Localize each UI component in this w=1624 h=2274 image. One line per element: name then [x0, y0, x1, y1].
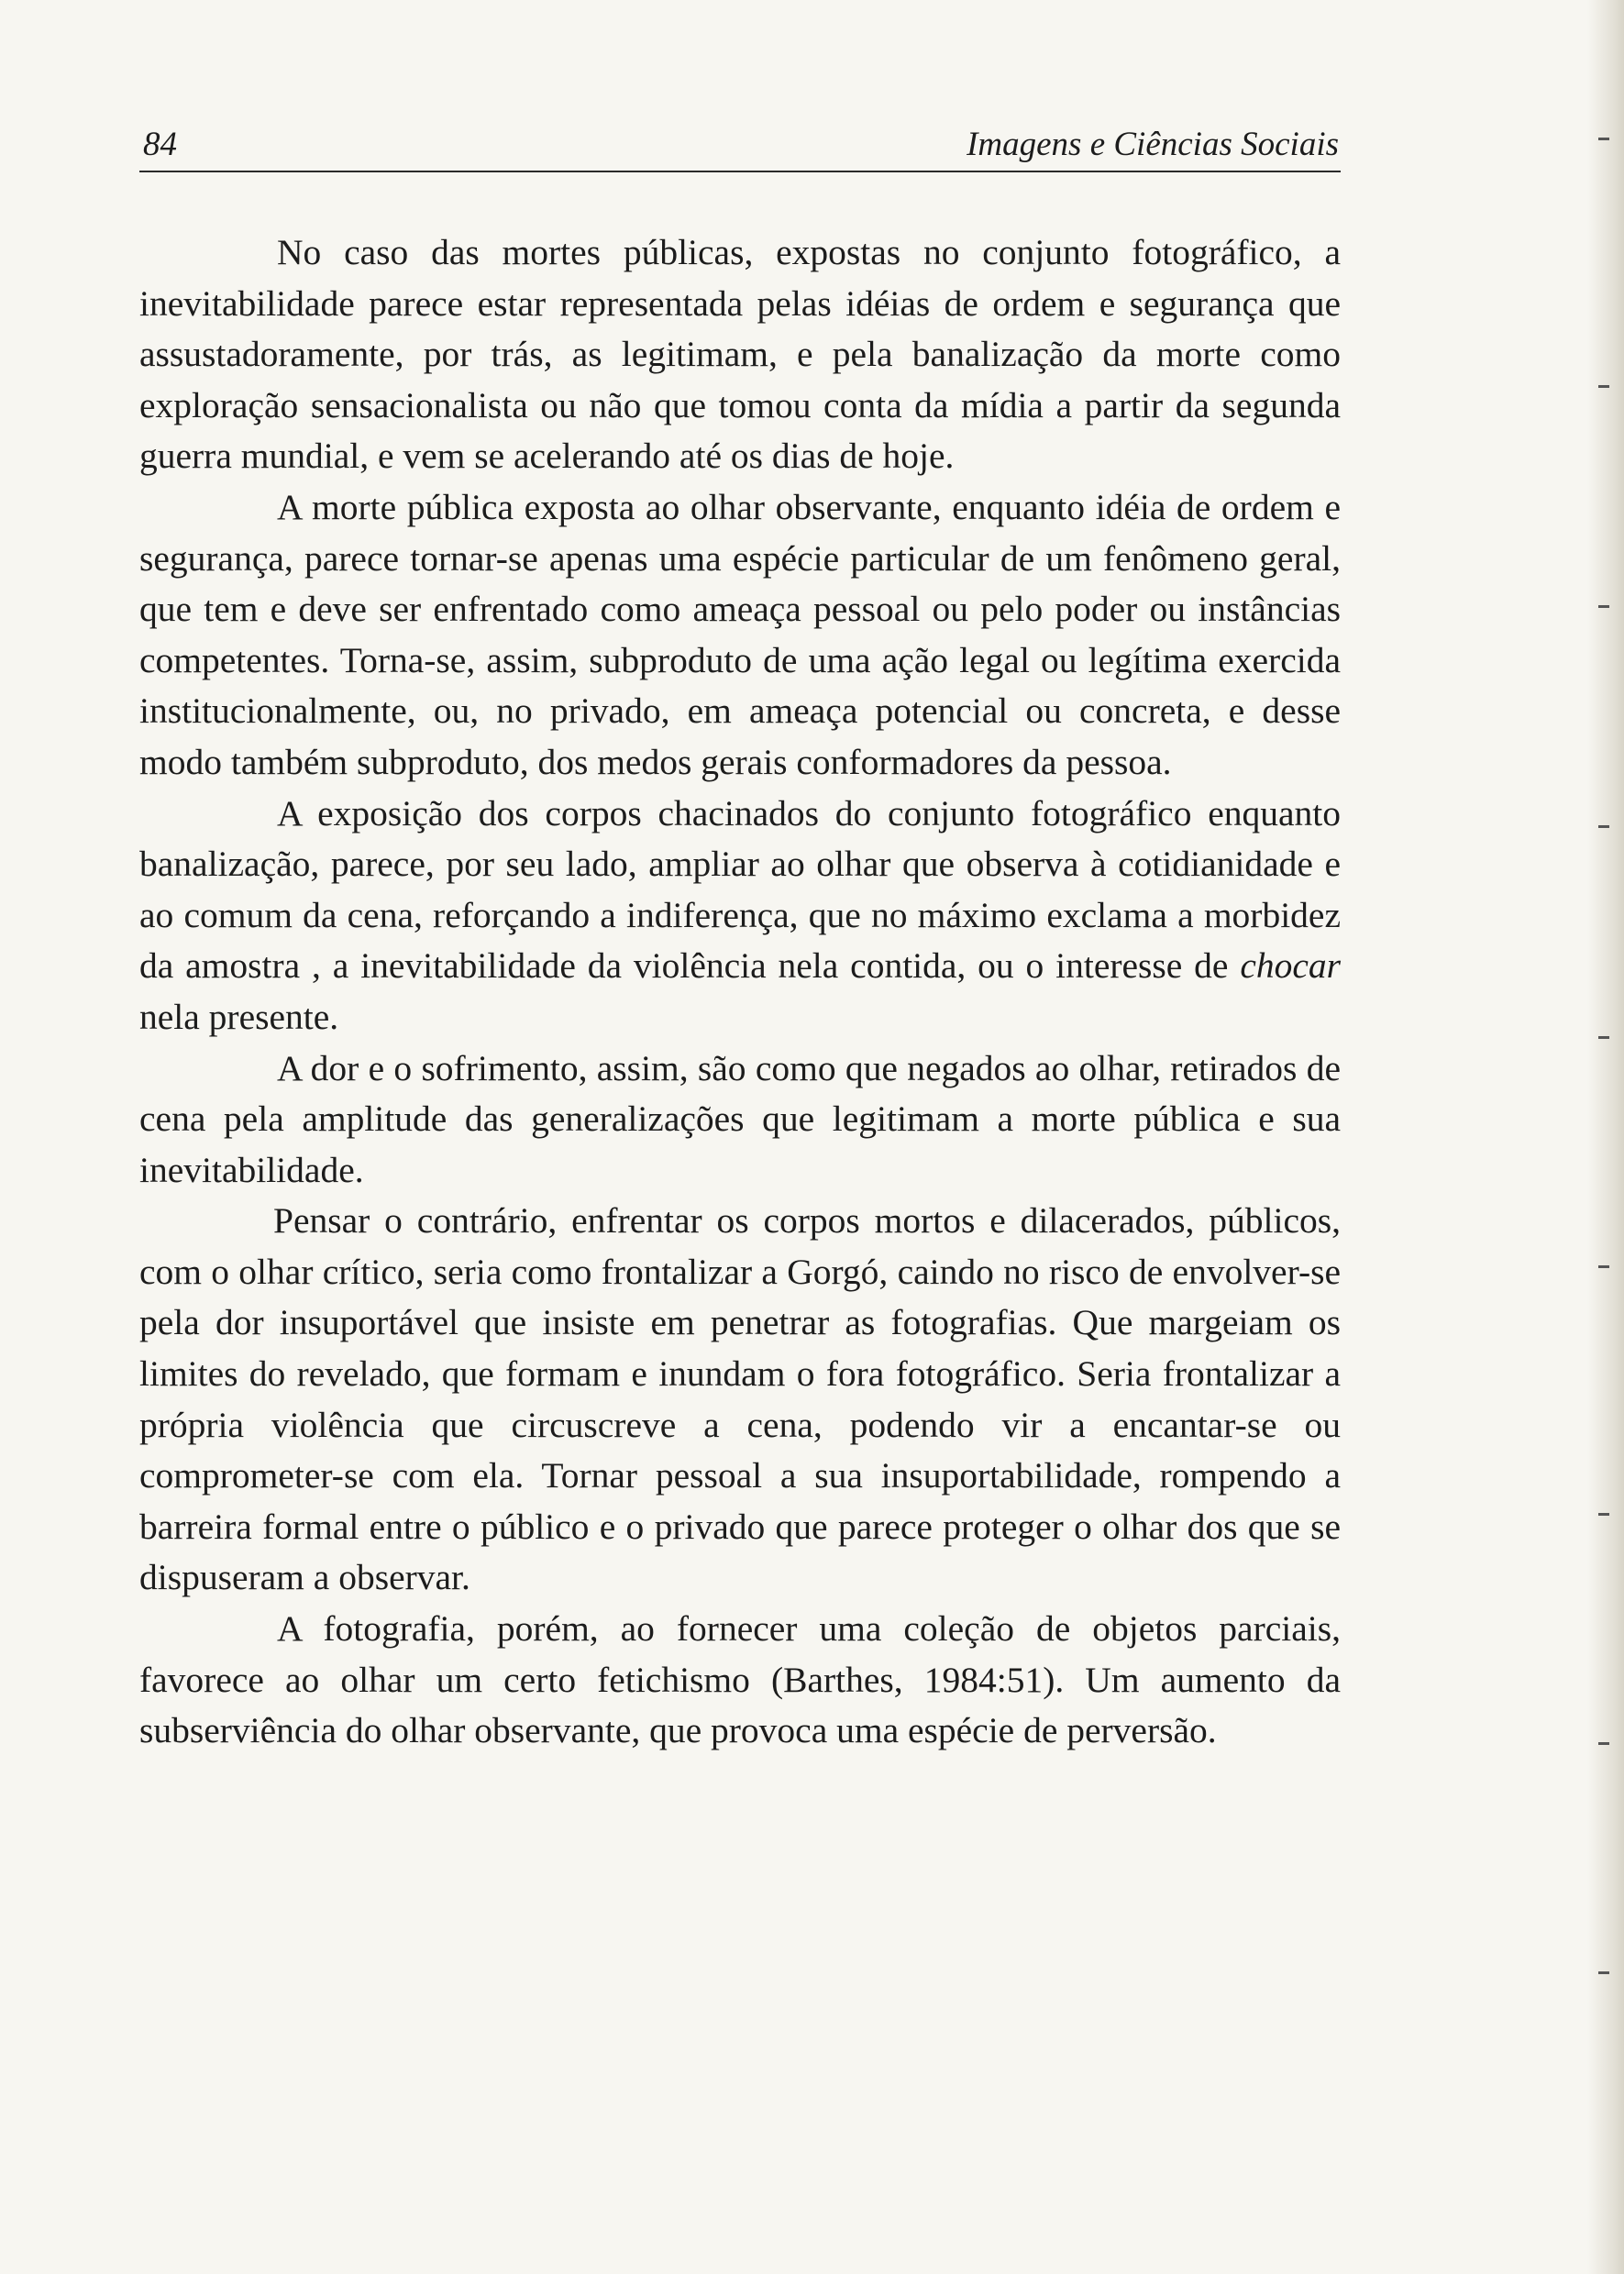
edge-mark: [1598, 1265, 1609, 1268]
edge-mark: [1598, 1971, 1609, 1974]
edge-mark: [1598, 1513, 1609, 1516]
edge-mark: [1598, 1742, 1609, 1745]
paragraph-3-text: A exposição dos corpos chacinados do conjunto fotográfico enquanto banalização, parece, por seu lado, ampliar ao olhar que observa à cotidianidade e ao comum da cena, reforçando a indiferença, que no máximo exclama a morbidez da amostra , a inevitabilidade da violência nela contida, ou o interesse de: [139, 792, 1341, 987]
paragraph-6: [139, 1604, 1341, 1757]
paragraph-3-text-end: nela presente.: [139, 996, 339, 1037]
running-title: Imagens e Ciências Sociais: [967, 126, 1339, 163]
running-header: [139, 119, 1341, 172]
paragraph-3-emphasis: chocar: [1240, 945, 1341, 987]
paragraph-1: [139, 227, 1341, 482]
edge-mark: [1598, 825, 1609, 828]
page-number: 84: [143, 126, 177, 163]
edge-mark: [1598, 1036, 1609, 1039]
body-text: [139, 227, 1341, 1757]
paragraph-3: [139, 789, 1341, 1043]
edge-mark: [1598, 138, 1609, 140]
paragraph-5-text: Pensar o contrário, enfrentar os corpos mortos e dilacerados, públicos, com o olhar crítico, seria como frontalizar a Gorgó, caindo no risco de envolver-se pela dor insuportável que insiste em penetrar as fotografias. Que margeiam os limites do revelado, que formam e inundam o fora fotográfico. Seria frontalizar a própria violência que circuscreve a cena, podendo vir a encantar-se ou comprometer-se com ela. Tornar pessoal a sua insuportabilidade, rompendo a barreira formal entre o público e o privado que parece proteger o olhar dos que se dispuseram a observar.: [139, 1200, 1341, 1598]
paragraph-5: [139, 1196, 1341, 1604]
paragraph-2-text: A morte pública exposta ao olhar observante, enquanto idéia de ordem e segurança, parece tornar-se apenas uma espécie particular de um fenômeno geral, que tem e deve ser enfrentado como ameaça pessoal ou pelo poder ou instâncias competentes. Torna-se, assim, subproduto de uma ação legal ou legítima exercida institucionalmente, ou, no privado, em ameaça potencial ou concreta, e desse modo também subproduto, dos medos gerais conformadores da pessoa.: [139, 486, 1341, 782]
edge-mark: [1598, 385, 1609, 388]
paragraph-1-text: No caso das mortes públicas, expostas no conjunto fotográfico, a inevitabilidade parece estar representada pelas idéias de ordem e segurança que assustadoramente, por trás, as legitimam, e pela banalização da morte como exploração sensacionalista ou não que tomou conta da mídia a partir da segunda guerra mundial, e vem se acelerando até os dias de hoje.: [139, 232, 1341, 477]
paragraph-6-text: A fotografia, porém, ao fornecer uma coleção de objetos parciais, favorece ao olhar um certo fetichismo (Barthes, 1984:51). Um aumento da subserviência do olhar observante, que provoca uma espécie de perversão.: [139, 1608, 1341, 1751]
edge-mark: [1598, 605, 1609, 608]
page-edge-marks: [1585, 0, 1613, 2274]
paragraph-4: [139, 1043, 1341, 1197]
paragraph-2: [139, 482, 1341, 789]
paragraph-4-text: A dor e o sofrimento, assim, são como que negados ao olhar, retirados de cena pela amplitude das generalizações que legitimam a morte pública e sua inevitabilidade.: [139, 1047, 1341, 1190]
